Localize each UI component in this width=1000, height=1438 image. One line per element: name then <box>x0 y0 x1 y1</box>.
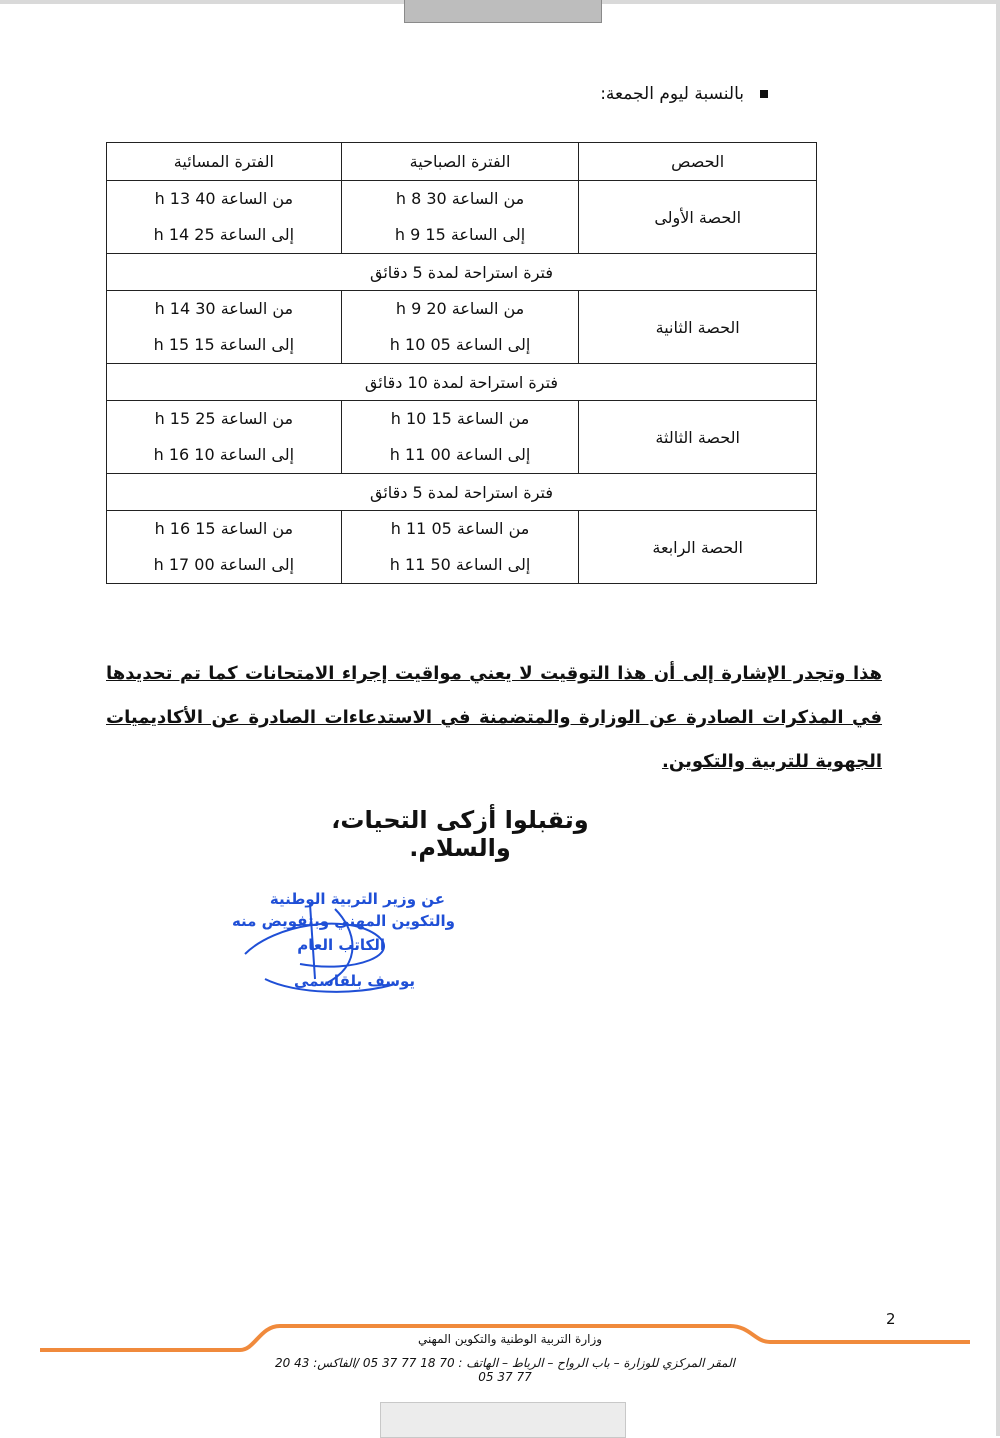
timing-note: هذا وتجدر الإشارة إلى أن هذا التوقيت لا يعني مواقيت إجراء الامتحانات كما تم تحديدها في المذكرات الصادرة عن الوزارة والمتضمنة في الاستدعاءات الصادرة عن الأكاديميات الجهوية للتربية والتكوين. <box>106 663 882 772</box>
header-morning: الفترة الصباحية <box>341 143 579 181</box>
morning-to: إلى الساعة 05 h 10 <box>389 335 531 354</box>
session-name: الحصة الأولى <box>579 181 817 254</box>
morning-cell <box>341 511 579 584</box>
morning-from: من الساعة 20 h 9 <box>395 299 525 318</box>
morning-from: من الساعة 15 h 10 <box>390 409 530 428</box>
footer-ministry-name: وزارة التربية الوطنية والتكوين المهني <box>417 1332 603 1346</box>
scan-top-tab <box>404 0 602 23</box>
session-row-1 <box>107 181 817 254</box>
header-evening: الفترة المسائية <box>107 143 342 181</box>
session-row-3 <box>107 401 817 474</box>
stamp-line-4: يوسف بلقاسمي <box>293 972 415 990</box>
break-row-3 <box>107 474 817 511</box>
signature-stamp <box>205 884 455 1014</box>
stamp-line-3: الكاتب العام <box>297 936 385 954</box>
break-text: فترة استراحة لمدة 5 دقائق <box>107 474 817 511</box>
evening-cell <box>107 511 342 584</box>
morning-cell <box>341 401 579 474</box>
morning-from: من الساعة 30 h 8 <box>395 189 525 208</box>
evening-cell <box>107 181 342 254</box>
morning-to: إلى الساعة 00 h 11 <box>389 445 531 464</box>
morning-cell <box>341 291 579 364</box>
break-text: فترة استراحة لمدة 10 دقائق <box>107 364 817 401</box>
evening-to: إلى الساعة 00 h 17 <box>153 555 295 574</box>
session-name: الحصة الثالثة <box>579 401 817 474</box>
evening-to: إلى الساعة 10 h 16 <box>153 445 295 464</box>
stamp-line-2: والتكوين المهني وبتفويض منه <box>231 912 455 930</box>
header-row <box>107 143 817 181</box>
header-periods: الحصص <box>579 143 817 181</box>
break-row-2 <box>107 364 817 401</box>
session-row-2 <box>107 291 817 364</box>
session-name: الحصة الثانية <box>579 291 817 364</box>
page-right-edge <box>996 0 1000 1436</box>
scan-bottom-fragment <box>380 1402 626 1438</box>
evening-to: إلى الساعة 15 h 15 <box>153 335 295 354</box>
break-text: فترة استراحة لمدة 5 دقائق <box>107 254 817 291</box>
evening-cell <box>107 291 342 364</box>
morning-from: من الساعة 05 h 11 <box>390 519 530 538</box>
page-number: 2 <box>886 1310 896 1328</box>
evening-to: إلى الساعة 25 h 14 <box>153 225 295 244</box>
evening-from: من الساعة 30 h 14 <box>154 299 294 318</box>
evening-from: من الساعة 25 h 15 <box>154 409 294 428</box>
evening-cell <box>107 401 342 474</box>
break-row-1 <box>107 254 817 291</box>
session-name: الحصة الرابعة <box>579 511 817 584</box>
intro-text: بالنسبة ليوم الجمعة: <box>600 84 744 104</box>
morning-cell <box>341 181 579 254</box>
intro-line <box>600 84 768 104</box>
morning-to: إلى الساعة 50 h 11 <box>389 555 531 574</box>
evening-from: من الساعة 40 h 13 <box>154 189 294 208</box>
stamp-line-1: عن وزير التربية الوطنية <box>269 890 445 908</box>
friday-schedule-table <box>106 142 817 584</box>
session-row-4 <box>107 511 817 584</box>
closing-greeting: وتقبلوا أزكى التحيات، والسلام. <box>331 806 589 862</box>
morning-to: إلى الساعة 15 h 9 <box>394 225 526 244</box>
evening-from: من الساعة 15 h 16 <box>154 519 294 538</box>
footer-address: المقر المركزي للوزارة – باب الرواح – الرباط – الهاتف : 70 18 77 37 05 /الفاكس: 43 20 77 37 05 <box>275 1356 735 1384</box>
square-bullet-icon <box>760 90 768 98</box>
